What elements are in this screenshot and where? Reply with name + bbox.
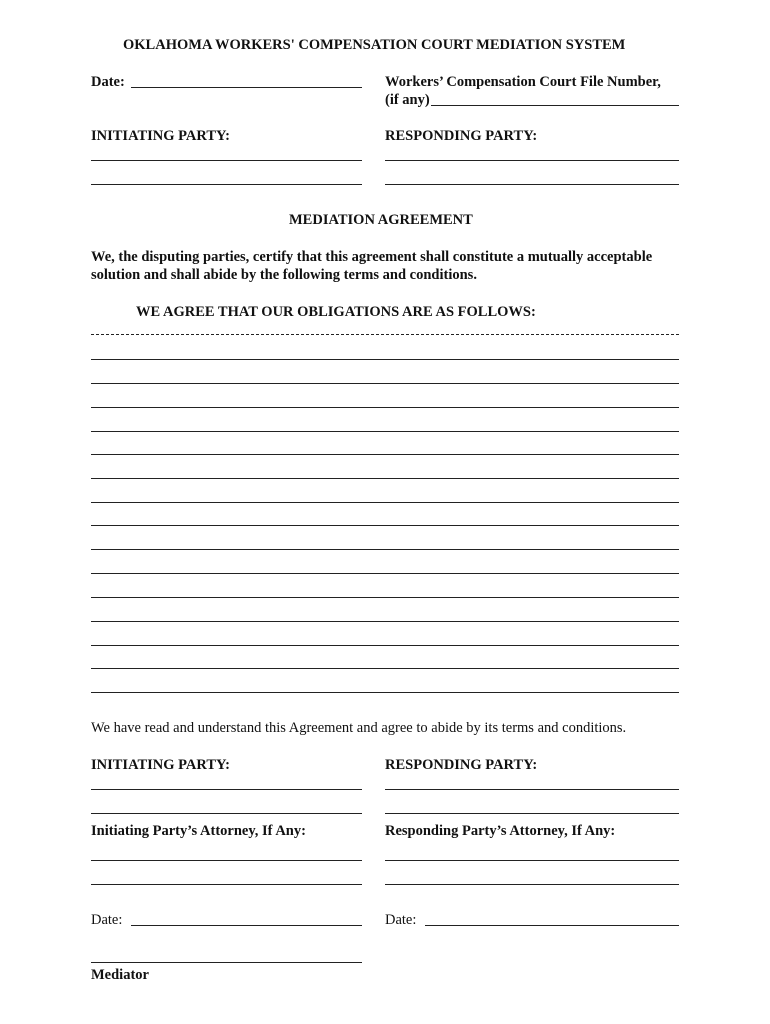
file-number-label: Workers’ Compensation Court File Number, [385, 74, 661, 90]
responding-signature-field-2[interactable] [385, 813, 679, 814]
agreement-heading: MEDIATION AGREEMENT [289, 212, 473, 228]
responding-attorney-field-1[interactable] [385, 860, 679, 861]
obligation-line[interactable] [91, 334, 679, 335]
obligation-line[interactable] [91, 645, 679, 646]
file-number-field[interactable] [431, 105, 679, 106]
acknowledgement-text: We have read and understand this Agreement and agree to abide by its terms and conditions. [91, 720, 627, 736]
mediator-label: Mediator [91, 967, 149, 983]
obligation-line[interactable] [91, 668, 679, 669]
agreement-statement-line-2: solution and shall abide by the following terms and conditions. [91, 267, 477, 283]
obligation-line[interactable] [91, 549, 679, 550]
signature-date-right-field[interactable] [425, 925, 679, 926]
initiating-signature-field-1[interactable] [91, 789, 362, 790]
signature-responding-label: RESPONDING PARTY: [385, 757, 538, 773]
obligation-line[interactable] [91, 525, 679, 526]
responding-party-field-2[interactable] [385, 184, 679, 185]
responding-party-label: RESPONDING PARTY: [385, 128, 538, 144]
initiating-attorney-label: Initiating Party’s Attorney, If Any: [91, 823, 306, 839]
obligation-line[interactable] [91, 478, 679, 479]
obligation-line[interactable] [91, 431, 679, 432]
obligation-line[interactable] [91, 407, 679, 408]
obligations-heading: WE AGREE THAT OUR OBLIGATIONS ARE AS FOLLOWS: [136, 304, 536, 320]
responding-party-field-1[interactable] [385, 160, 679, 161]
signature-date-left-label: Date: [91, 912, 123, 928]
obligation-line[interactable] [91, 692, 679, 693]
obligation-line[interactable] [91, 621, 679, 622]
initiating-party-field-1[interactable] [91, 160, 362, 161]
initiating-signature-field-2[interactable] [91, 813, 362, 814]
responding-attorney-label: Responding Party’s Attorney, If Any: [385, 823, 616, 839]
signature-date-left-field[interactable] [131, 925, 362, 926]
initiating-attorney-field-1[interactable] [91, 860, 362, 861]
responding-attorney-field-2[interactable] [385, 884, 679, 885]
signature-initiating-label: INITIATING PARTY: [91, 757, 231, 773]
initiating-party-field-2[interactable] [91, 184, 362, 185]
initiating-attorney-field-2[interactable] [91, 884, 362, 885]
date-label-text: Date: [91, 74, 125, 90]
signature-date-right-label: Date: [385, 912, 417, 928]
page-title: OKLAHOMA WORKERS' COMPENSATION COURT MEDIATION SYSTEM [123, 37, 626, 53]
obligation-line[interactable] [91, 383, 679, 384]
initiating-party-label: INITIATING PARTY: [91, 128, 231, 144]
agreement-statement-line-1: We, the disputing parties, certify that this agreement shall constitute a mutually acceptable [91, 249, 653, 265]
date-field[interactable] [131, 87, 362, 88]
obligation-line[interactable] [91, 502, 679, 503]
file-number-suffix: (if any) [385, 92, 430, 108]
mediator-signature-field[interactable] [91, 962, 362, 963]
obligation-line[interactable] [91, 573, 679, 574]
responding-signature-field-1[interactable] [385, 789, 679, 790]
obligation-line[interactable] [91, 359, 679, 360]
date-label [91, 74, 125, 91]
obligation-line[interactable] [91, 597, 679, 598]
obligation-line[interactable] [91, 454, 679, 455]
